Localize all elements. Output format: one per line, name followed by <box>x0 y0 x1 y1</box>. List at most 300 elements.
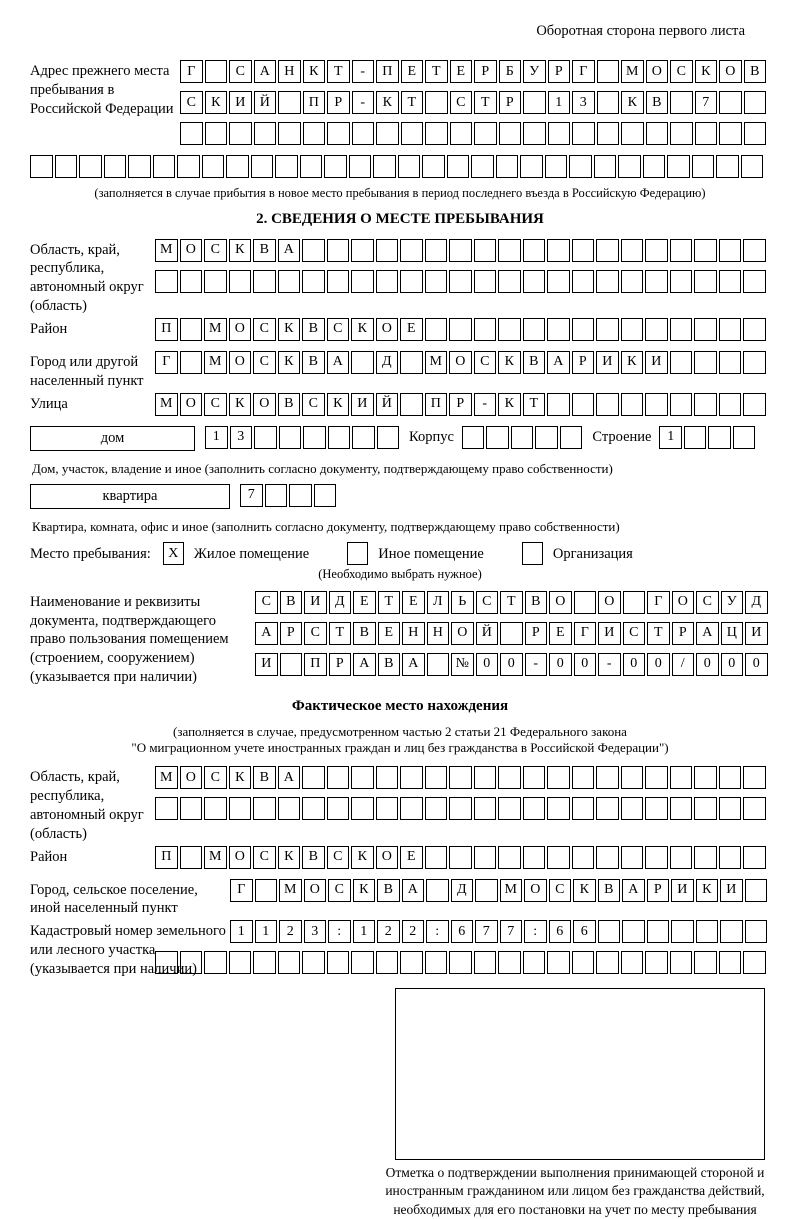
char-box[interactable] <box>733 426 756 449</box>
char-box[interactable] <box>449 951 472 974</box>
char-box[interactable] <box>498 239 521 262</box>
char-box[interactable] <box>400 951 423 974</box>
char-box[interactable] <box>574 591 597 614</box>
house-type-cell[interactable]: дом <box>30 426 195 451</box>
char-box[interactable] <box>302 270 325 293</box>
char-box[interactable] <box>694 846 717 869</box>
char-box[interactable]: Р <box>449 393 472 416</box>
char-box[interactable]: В <box>278 393 301 416</box>
char-box[interactable] <box>621 239 644 262</box>
char-box[interactable] <box>520 155 543 178</box>
char-box[interactable] <box>303 122 326 145</box>
char-box[interactable] <box>253 797 276 820</box>
char-box[interactable] <box>621 846 644 869</box>
char-box[interactable] <box>474 318 497 341</box>
char-box[interactable] <box>425 846 448 869</box>
char-box[interactable]: К <box>353 879 376 902</box>
char-box[interactable] <box>450 122 473 145</box>
char-box[interactable] <box>278 270 301 293</box>
char-box[interactable] <box>177 155 200 178</box>
char-box[interactable] <box>352 122 375 145</box>
char-box[interactable] <box>462 426 485 449</box>
char-box[interactable] <box>449 239 472 262</box>
char-box[interactable] <box>572 393 595 416</box>
char-box[interactable] <box>645 393 668 416</box>
char-box[interactable]: С <box>229 60 252 83</box>
char-box[interactable] <box>180 318 203 341</box>
char-box[interactable] <box>645 846 668 869</box>
char-box[interactable] <box>425 270 448 293</box>
char-box[interactable] <box>547 797 570 820</box>
char-box[interactable]: Е <box>378 622 401 645</box>
char-box[interactable] <box>560 426 583 449</box>
char-box[interactable] <box>351 766 374 789</box>
char-box[interactable] <box>670 846 693 869</box>
char-box[interactable]: В <box>302 318 325 341</box>
char-box[interactable] <box>376 270 399 293</box>
char-box[interactable]: / <box>672 653 695 676</box>
char-box[interactable] <box>104 155 127 178</box>
char-box[interactable]: Н <box>278 60 301 83</box>
char-box[interactable]: К <box>229 239 252 262</box>
char-box[interactable] <box>425 797 448 820</box>
char-box[interactable] <box>572 270 595 293</box>
char-box[interactable] <box>719 270 742 293</box>
char-box[interactable]: : <box>426 920 449 943</box>
char-box[interactable] <box>618 155 641 178</box>
char-box[interactable] <box>645 239 668 262</box>
char-box[interactable]: - <box>352 91 375 114</box>
char-box[interactable]: 2 <box>377 920 400 943</box>
char-box[interactable] <box>523 270 546 293</box>
char-box[interactable]: С <box>327 846 350 869</box>
char-box[interactable]: М <box>155 766 178 789</box>
char-box[interactable]: К <box>278 846 301 869</box>
char-box[interactable]: Е <box>400 846 423 869</box>
char-box[interactable] <box>745 920 768 943</box>
char-box[interactable] <box>474 846 497 869</box>
char-box[interactable] <box>373 155 396 178</box>
char-box[interactable]: К <box>376 91 399 114</box>
char-box[interactable]: 7 <box>475 920 498 943</box>
char-box[interactable] <box>596 797 619 820</box>
char-box[interactable]: П <box>303 91 326 114</box>
char-box[interactable] <box>475 879 498 902</box>
char-box[interactable] <box>719 797 742 820</box>
char-box[interactable] <box>597 122 620 145</box>
char-box[interactable]: - <box>598 653 621 676</box>
char-box[interactable] <box>547 393 570 416</box>
char-box[interactable] <box>694 239 717 262</box>
char-box[interactable] <box>569 155 592 178</box>
char-box[interactable]: 1 <box>230 920 253 943</box>
char-box[interactable] <box>692 155 715 178</box>
char-box[interactable] <box>376 239 399 262</box>
char-box[interactable]: В <box>353 622 376 645</box>
char-box[interactable] <box>280 653 303 676</box>
char-box[interactable]: К <box>278 351 301 374</box>
char-box[interactable] <box>596 270 619 293</box>
char-box[interactable]: Т <box>523 393 546 416</box>
char-box[interactable] <box>253 951 276 974</box>
char-box[interactable] <box>253 270 276 293</box>
char-box[interactable] <box>302 239 325 262</box>
char-box[interactable] <box>547 766 570 789</box>
char-box[interactable] <box>743 351 766 374</box>
char-box[interactable] <box>719 393 742 416</box>
char-box[interactable] <box>743 797 766 820</box>
char-box[interactable] <box>278 797 301 820</box>
char-box[interactable]: 3 <box>230 426 253 449</box>
char-box[interactable]: О <box>549 591 572 614</box>
char-box[interactable] <box>596 393 619 416</box>
char-box[interactable]: О <box>449 351 472 374</box>
char-box[interactable]: О <box>304 879 327 902</box>
char-box[interactable]: П <box>425 393 448 416</box>
char-box[interactable] <box>449 318 472 341</box>
char-box[interactable] <box>278 951 301 974</box>
char-box[interactable]: К <box>695 60 718 83</box>
char-box[interactable]: С <box>204 766 227 789</box>
char-box[interactable] <box>596 846 619 869</box>
char-box[interactable] <box>694 951 717 974</box>
char-box[interactable]: И <box>745 622 768 645</box>
char-box[interactable]: С <box>623 622 646 645</box>
char-box[interactable]: Д <box>329 591 352 614</box>
char-box[interactable] <box>596 951 619 974</box>
char-box[interactable] <box>449 270 472 293</box>
char-box[interactable]: 1 <box>548 91 571 114</box>
char-box[interactable]: С <box>204 239 227 262</box>
char-box[interactable] <box>646 122 669 145</box>
char-box[interactable] <box>597 91 620 114</box>
char-box[interactable] <box>743 846 766 869</box>
char-box[interactable] <box>719 122 742 145</box>
char-box[interactable]: - <box>525 653 548 676</box>
char-box[interactable] <box>425 122 448 145</box>
char-box[interactable] <box>547 951 570 974</box>
char-box[interactable] <box>572 122 595 145</box>
char-box[interactable]: К <box>229 393 252 416</box>
char-box[interactable] <box>279 426 302 449</box>
char-box[interactable]: 2 <box>279 920 302 943</box>
char-box[interactable]: Т <box>327 60 350 83</box>
char-box[interactable]: С <box>476 591 499 614</box>
char-box[interactable]: С <box>450 91 473 114</box>
char-box[interactable] <box>670 239 693 262</box>
char-box[interactable]: В <box>302 846 325 869</box>
char-box[interactable]: О <box>376 318 399 341</box>
char-box[interactable]: К <box>621 351 644 374</box>
char-box[interactable]: А <box>622 879 645 902</box>
char-box[interactable]: В <box>646 91 669 114</box>
char-box[interactable] <box>229 951 252 974</box>
char-box[interactable]: 1 <box>353 920 376 943</box>
char-box[interactable] <box>425 318 448 341</box>
char-box[interactable]: С <box>304 622 327 645</box>
char-box[interactable] <box>401 122 424 145</box>
char-box[interactable]: С <box>255 591 278 614</box>
char-box[interactable]: М <box>155 393 178 416</box>
char-box[interactable]: С <box>302 393 325 416</box>
char-box[interactable] <box>289 484 312 507</box>
char-box[interactable] <box>398 155 421 178</box>
char-box[interactable] <box>741 155 764 178</box>
char-box[interactable] <box>278 91 301 114</box>
char-box[interactable] <box>547 239 570 262</box>
char-box[interactable] <box>376 951 399 974</box>
char-box[interactable]: С <box>328 879 351 902</box>
char-box[interactable]: Р <box>548 60 571 83</box>
char-box[interactable]: Г <box>180 60 203 83</box>
char-box[interactable] <box>471 155 494 178</box>
char-box[interactable]: О <box>376 846 399 869</box>
char-box[interactable] <box>694 393 717 416</box>
char-box[interactable]: К <box>498 351 521 374</box>
char-box[interactable] <box>670 351 693 374</box>
char-box[interactable]: В <box>253 766 276 789</box>
char-box[interactable] <box>254 122 277 145</box>
char-box[interactable] <box>696 920 719 943</box>
char-box[interactable]: И <box>671 879 694 902</box>
char-box[interactable] <box>500 622 523 645</box>
char-box[interactable] <box>694 318 717 341</box>
char-box[interactable] <box>545 155 568 178</box>
char-box[interactable] <box>523 797 546 820</box>
char-box[interactable] <box>153 155 176 178</box>
char-box[interactable] <box>425 239 448 262</box>
char-box[interactable] <box>427 653 450 676</box>
char-box[interactable]: 6 <box>573 920 596 943</box>
stay-type-organization-checkbox[interactable] <box>522 542 543 565</box>
char-box[interactable] <box>351 239 374 262</box>
char-box[interactable] <box>719 351 742 374</box>
char-box[interactable] <box>716 155 739 178</box>
char-box[interactable] <box>400 797 423 820</box>
char-box[interactable] <box>498 766 521 789</box>
char-box[interactable]: Ц <box>721 622 744 645</box>
char-box[interactable] <box>547 270 570 293</box>
char-box[interactable] <box>498 951 521 974</box>
char-box[interactable] <box>645 318 668 341</box>
char-box[interactable] <box>670 91 693 114</box>
char-box[interactable]: 6 <box>451 920 474 943</box>
char-box[interactable] <box>743 951 766 974</box>
char-box[interactable] <box>670 122 693 145</box>
char-box[interactable] <box>498 318 521 341</box>
char-box[interactable]: О <box>672 591 695 614</box>
char-box[interactable]: 0 <box>574 653 597 676</box>
char-box[interactable] <box>426 879 449 902</box>
char-box[interactable]: С <box>180 91 203 114</box>
char-box[interactable] <box>743 318 766 341</box>
char-box[interactable]: К <box>351 846 374 869</box>
char-box[interactable] <box>621 393 644 416</box>
char-box[interactable] <box>351 951 374 974</box>
char-box[interactable]: О <box>229 351 252 374</box>
char-box[interactable] <box>684 426 707 449</box>
char-box[interactable]: В <box>377 879 400 902</box>
char-box[interactable]: В <box>378 653 401 676</box>
char-box[interactable] <box>55 155 78 178</box>
char-box[interactable] <box>352 426 375 449</box>
char-box[interactable]: 1 <box>255 920 278 943</box>
char-box[interactable] <box>523 766 546 789</box>
char-box[interactable]: Н <box>402 622 425 645</box>
char-box[interactable]: Д <box>376 351 399 374</box>
char-box[interactable]: Т <box>329 622 352 645</box>
char-box[interactable] <box>645 766 668 789</box>
char-box[interactable]: И <box>229 91 252 114</box>
char-box[interactable] <box>400 239 423 262</box>
char-box[interactable]: Т <box>401 91 424 114</box>
char-box[interactable]: Е <box>450 60 473 83</box>
char-box[interactable] <box>596 766 619 789</box>
char-box[interactable]: Т <box>474 91 497 114</box>
char-box[interactable] <box>204 270 227 293</box>
stay-type-other-checkbox[interactable] <box>347 542 368 565</box>
char-box[interactable]: 7 <box>500 920 523 943</box>
char-box[interactable]: Р <box>280 622 303 645</box>
char-box[interactable] <box>621 270 644 293</box>
char-box[interactable] <box>647 920 670 943</box>
char-box[interactable] <box>422 155 445 178</box>
char-box[interactable]: К <box>303 60 326 83</box>
char-box[interactable]: А <box>254 60 277 83</box>
char-box[interactable]: П <box>376 60 399 83</box>
char-box[interactable]: Т <box>378 591 401 614</box>
char-box[interactable]: С <box>253 318 276 341</box>
char-box[interactable]: 0 <box>745 653 768 676</box>
char-box[interactable]: А <box>402 653 425 676</box>
char-box[interactable] <box>205 60 228 83</box>
char-box[interactable]: Р <box>327 91 350 114</box>
char-box[interactable] <box>523 91 546 114</box>
char-box[interactable] <box>511 426 534 449</box>
char-box[interactable] <box>302 797 325 820</box>
char-box[interactable]: 2 <box>402 920 425 943</box>
char-box[interactable] <box>523 122 546 145</box>
char-box[interactable] <box>671 920 694 943</box>
char-box[interactable] <box>155 951 178 974</box>
char-box[interactable]: Р <box>647 879 670 902</box>
char-box[interactable]: С <box>696 591 719 614</box>
char-box[interactable] <box>377 426 400 449</box>
char-box[interactable]: К <box>205 91 228 114</box>
char-box[interactable] <box>302 766 325 789</box>
char-box[interactable] <box>719 951 742 974</box>
char-box[interactable] <box>327 122 350 145</box>
char-box[interactable]: Й <box>476 622 499 645</box>
char-box[interactable]: 7 <box>695 91 718 114</box>
char-box[interactable]: М <box>155 239 178 262</box>
char-box[interactable] <box>128 155 151 178</box>
char-box[interactable]: 0 <box>549 653 572 676</box>
char-box[interactable]: И <box>645 351 668 374</box>
apartment-type-cell[interactable]: квартира <box>30 484 230 509</box>
char-box[interactable] <box>204 797 227 820</box>
char-box[interactable]: 1 <box>205 426 228 449</box>
char-box[interactable] <box>670 318 693 341</box>
char-box[interactable] <box>622 920 645 943</box>
char-box[interactable] <box>643 155 666 178</box>
char-box[interactable] <box>327 270 350 293</box>
char-box[interactable]: М <box>500 879 523 902</box>
char-box[interactable] <box>719 766 742 789</box>
char-box[interactable] <box>695 122 718 145</box>
char-box[interactable] <box>745 879 768 902</box>
char-box[interactable] <box>449 797 472 820</box>
char-box[interactable]: С <box>549 879 572 902</box>
char-box[interactable]: Д <box>745 591 768 614</box>
char-box[interactable] <box>523 846 546 869</box>
char-box[interactable] <box>180 797 203 820</box>
char-box[interactable]: Р <box>499 91 522 114</box>
char-box[interactable] <box>302 951 325 974</box>
char-box[interactable] <box>596 318 619 341</box>
char-box[interactable] <box>180 846 203 869</box>
char-box[interactable] <box>447 155 470 178</box>
char-box[interactable]: Д <box>451 879 474 902</box>
char-box[interactable]: С <box>474 351 497 374</box>
char-box[interactable]: К <box>621 91 644 114</box>
char-box[interactable] <box>180 122 203 145</box>
char-box[interactable]: А <box>278 766 301 789</box>
char-box[interactable]: О <box>180 766 203 789</box>
char-box[interactable]: Е <box>402 591 425 614</box>
char-box[interactable] <box>621 951 644 974</box>
char-box[interactable] <box>425 951 448 974</box>
char-box[interactable] <box>572 846 595 869</box>
char-box[interactable] <box>278 122 301 145</box>
char-box[interactable] <box>180 951 203 974</box>
char-box[interactable]: К <box>696 879 719 902</box>
char-box[interactable] <box>351 351 374 374</box>
char-box[interactable] <box>498 797 521 820</box>
char-box[interactable]: О <box>719 60 742 83</box>
char-box[interactable]: Т <box>500 591 523 614</box>
char-box[interactable] <box>719 846 742 869</box>
char-box[interactable] <box>400 393 423 416</box>
char-box[interactable] <box>670 393 693 416</box>
char-box[interactable] <box>474 766 497 789</box>
char-box[interactable]: П <box>304 653 327 676</box>
char-box[interactable] <box>155 270 178 293</box>
char-box[interactable] <box>474 239 497 262</box>
char-box[interactable] <box>621 122 644 145</box>
char-box[interactable] <box>303 426 326 449</box>
char-box[interactable]: К <box>573 879 596 902</box>
char-box[interactable]: С <box>670 60 693 83</box>
char-box[interactable]: 0 <box>623 653 646 676</box>
char-box[interactable]: 0 <box>500 653 523 676</box>
char-box[interactable] <box>670 270 693 293</box>
char-box[interactable] <box>719 318 742 341</box>
char-box[interactable] <box>349 155 372 178</box>
char-box[interactable] <box>498 846 521 869</box>
char-box[interactable]: М <box>204 846 227 869</box>
char-box[interactable] <box>425 91 448 114</box>
char-box[interactable]: И <box>351 393 374 416</box>
char-box[interactable]: Ь <box>451 591 474 614</box>
char-box[interactable]: У <box>523 60 546 83</box>
char-box[interactable] <box>449 766 472 789</box>
char-box[interactable] <box>572 318 595 341</box>
char-box[interactable] <box>229 122 252 145</box>
char-box[interactable]: О <box>524 879 547 902</box>
char-box[interactable] <box>621 318 644 341</box>
char-box[interactable]: М <box>621 60 644 83</box>
